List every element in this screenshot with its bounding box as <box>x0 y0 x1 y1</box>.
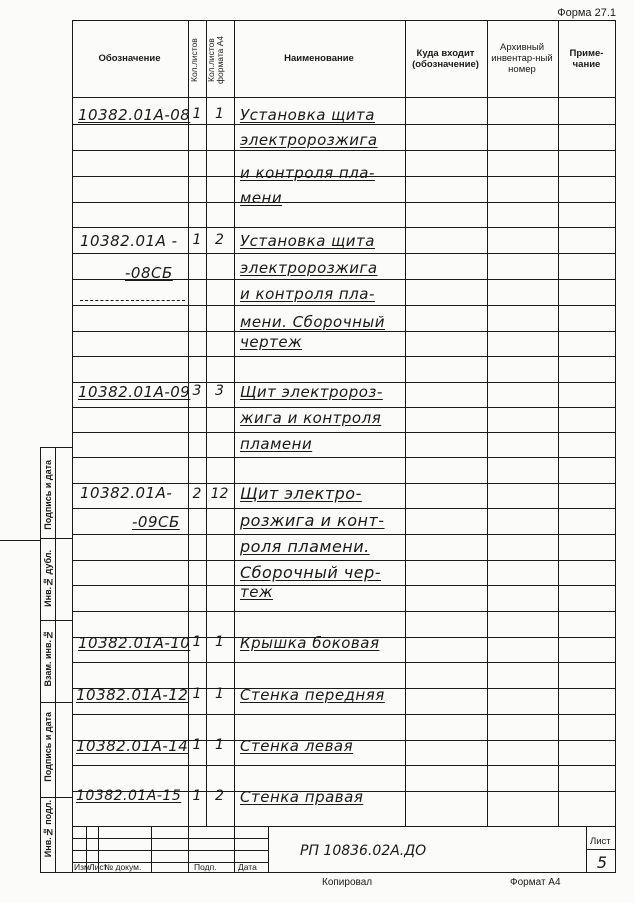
col-line <box>487 21 488 827</box>
row-8-name: Стенка правая <box>240 788 364 806</box>
row-3-sheets: 3 <box>192 383 202 399</box>
margin-divider <box>40 797 72 798</box>
row-1-name-line-3: и контроля пла- <box>240 164 375 182</box>
row-2-name-line-4: мени. Сборочный <box>240 313 385 331</box>
margin-label-sign-date-2: Подпись и дата <box>43 712 53 782</box>
title-block-line <box>72 838 268 839</box>
row-4-name-line-3: роля пламени. <box>240 537 370 556</box>
row-6-a4: 1 <box>215 686 224 702</box>
header-name: Наименование <box>284 53 354 65</box>
margin-divider <box>40 702 72 703</box>
margin-label-sign-date-1: Подпись и дата <box>43 460 53 530</box>
row-7-a4: 1 <box>215 737 224 753</box>
row-8-a4: 2 <box>215 788 224 804</box>
row-8-sheets: 1 <box>192 788 202 804</box>
row-2-name-line-5: чертеж <box>240 333 303 351</box>
table-row-line <box>72 356 616 357</box>
row-2-designation-line-1: 10382.01А - <box>80 232 178 250</box>
sheet-label: Лист <box>590 836 611 847</box>
table-row-line <box>72 331 616 332</box>
document-code: РП 10836.02А.ДО <box>300 843 427 859</box>
row-5-designation: 10382.01А-10 <box>78 634 191 652</box>
dash-line <box>80 300 185 301</box>
table-row-line <box>72 202 616 203</box>
row-1-a4: 1 <box>215 106 224 122</box>
form-label: Форма 27.1 <box>557 7 616 19</box>
title-block-line <box>72 850 268 851</box>
table-row-line <box>72 714 616 715</box>
table-row-line <box>72 407 616 408</box>
row-8-designation: 10382.01А-15 <box>76 788 182 804</box>
margin-divider <box>40 620 72 621</box>
row-2-designation-line-2: -08СБ <box>125 264 173 282</box>
stamp-list: Лист <box>89 862 108 872</box>
row-5-a4: 1 <box>215 634 224 650</box>
row-1-designation: 10382.01А-08 <box>78 106 191 124</box>
left-crop-line <box>0 540 40 541</box>
stamp-doc-no: № докум. <box>104 862 142 872</box>
row-2-sheets: 1 <box>192 232 202 248</box>
header-divider <box>73 97 615 98</box>
row-6-sheets: 1 <box>192 686 202 702</box>
col-line <box>206 21 207 827</box>
header-designation: Обозначение <box>98 53 161 65</box>
stamp-sign: Подп. <box>194 862 217 872</box>
row-4-name-line-4: Сборочный чер- <box>240 563 382 582</box>
footer-format: Формат А4 <box>510 877 561 888</box>
row-4-name-line-1: Щит электро- <box>240 484 362 503</box>
title-block-col <box>151 826 152 873</box>
row-2-name-line-1: Установка щита <box>240 232 375 250</box>
header-where-used: Куда входит (обозначение) <box>412 47 479 70</box>
table-row-line <box>72 253 616 254</box>
row-6-designation: 10382.01А-12 <box>76 686 189 704</box>
row-1-name-line-4: мени <box>240 189 283 207</box>
stamp-izm: Изм <box>74 862 90 872</box>
row-1-name-line-1: Установка щита <box>240 106 375 124</box>
title-block-line <box>586 849 616 850</box>
col-line <box>558 21 559 827</box>
row-3-name-line-3: пламени <box>240 435 313 453</box>
header-sheets-count: Кол.листов <box>189 38 199 82</box>
title-block-top <box>72 826 616 827</box>
table-row-line <box>72 432 616 433</box>
row-3-name-line-1: Щит электророз- <box>240 383 383 401</box>
table-row-line <box>72 662 616 663</box>
row-1-sheets: 1 <box>192 106 202 122</box>
row-3-name-line-2: жига и контроля <box>240 409 382 427</box>
row-4-name-line-5: теж <box>240 583 273 601</box>
title-block-col <box>268 826 269 873</box>
table-row-line <box>72 534 616 535</box>
header-sheets-a4: Кол.листов формата А4 <box>206 35 225 85</box>
row-2-name-line-3: и контроля пла- <box>240 285 375 303</box>
row-4-designation-line-2: -09СБ <box>132 513 180 531</box>
header-note: Приме-чание <box>569 47 604 70</box>
col-line <box>234 21 235 827</box>
row-4-name-line-2: розжига и конт- <box>240 511 385 530</box>
row-6-name: Стенка передняя <box>240 686 385 704</box>
row-4-designation-line-1: 10382.01А- <box>80 484 173 502</box>
margin-label-replace-inv: Взам. инв.№ <box>43 630 53 687</box>
table-row-line <box>72 611 616 612</box>
row-1-name-line-2: электророзжига <box>240 131 378 149</box>
table-row-line <box>72 150 616 151</box>
sheet-number: 5 <box>596 853 608 872</box>
row-5-sheets: 1 <box>192 634 202 650</box>
table-row-line <box>72 508 616 509</box>
table-row-line <box>72 227 616 228</box>
row-3-designation: 10382.01А-09 <box>78 383 191 401</box>
row-4-sheets: 2 <box>192 486 202 502</box>
table-row-line <box>72 765 616 766</box>
margin-label-orig-inv: Инв.№ подл. <box>43 800 53 858</box>
title-block-col <box>234 826 235 873</box>
col-line <box>188 21 189 827</box>
row-7-name: Стенка левая <box>240 737 354 755</box>
col-line <box>405 21 406 827</box>
table-row-line <box>72 124 616 125</box>
title-block-col <box>188 826 189 873</box>
row-2-name-line-2: электророзжига <box>240 259 378 277</box>
header-archive-no: Архивный инвентар-ный номер <box>491 42 553 75</box>
table-row-line <box>72 560 616 561</box>
stamp-date: Дата <box>238 862 257 872</box>
footer-copied: Копировал <box>322 877 373 888</box>
row-7-sheets: 1 <box>192 737 202 753</box>
margin-divider <box>40 538 72 539</box>
table-row-line <box>72 457 616 458</box>
row-5-name: Крышка боковая <box>240 634 380 652</box>
table-row-line <box>72 585 616 586</box>
row-4-a4: 12 <box>210 486 229 502</box>
row-3-a4: 3 <box>215 383 224 399</box>
table-row-line <box>72 305 616 306</box>
margin-label-dup-inv: Инв.№ дубл. <box>43 550 53 607</box>
row-2-a4: 2 <box>215 232 224 248</box>
row-7-designation: 10382.01А-14 <box>76 737 189 755</box>
